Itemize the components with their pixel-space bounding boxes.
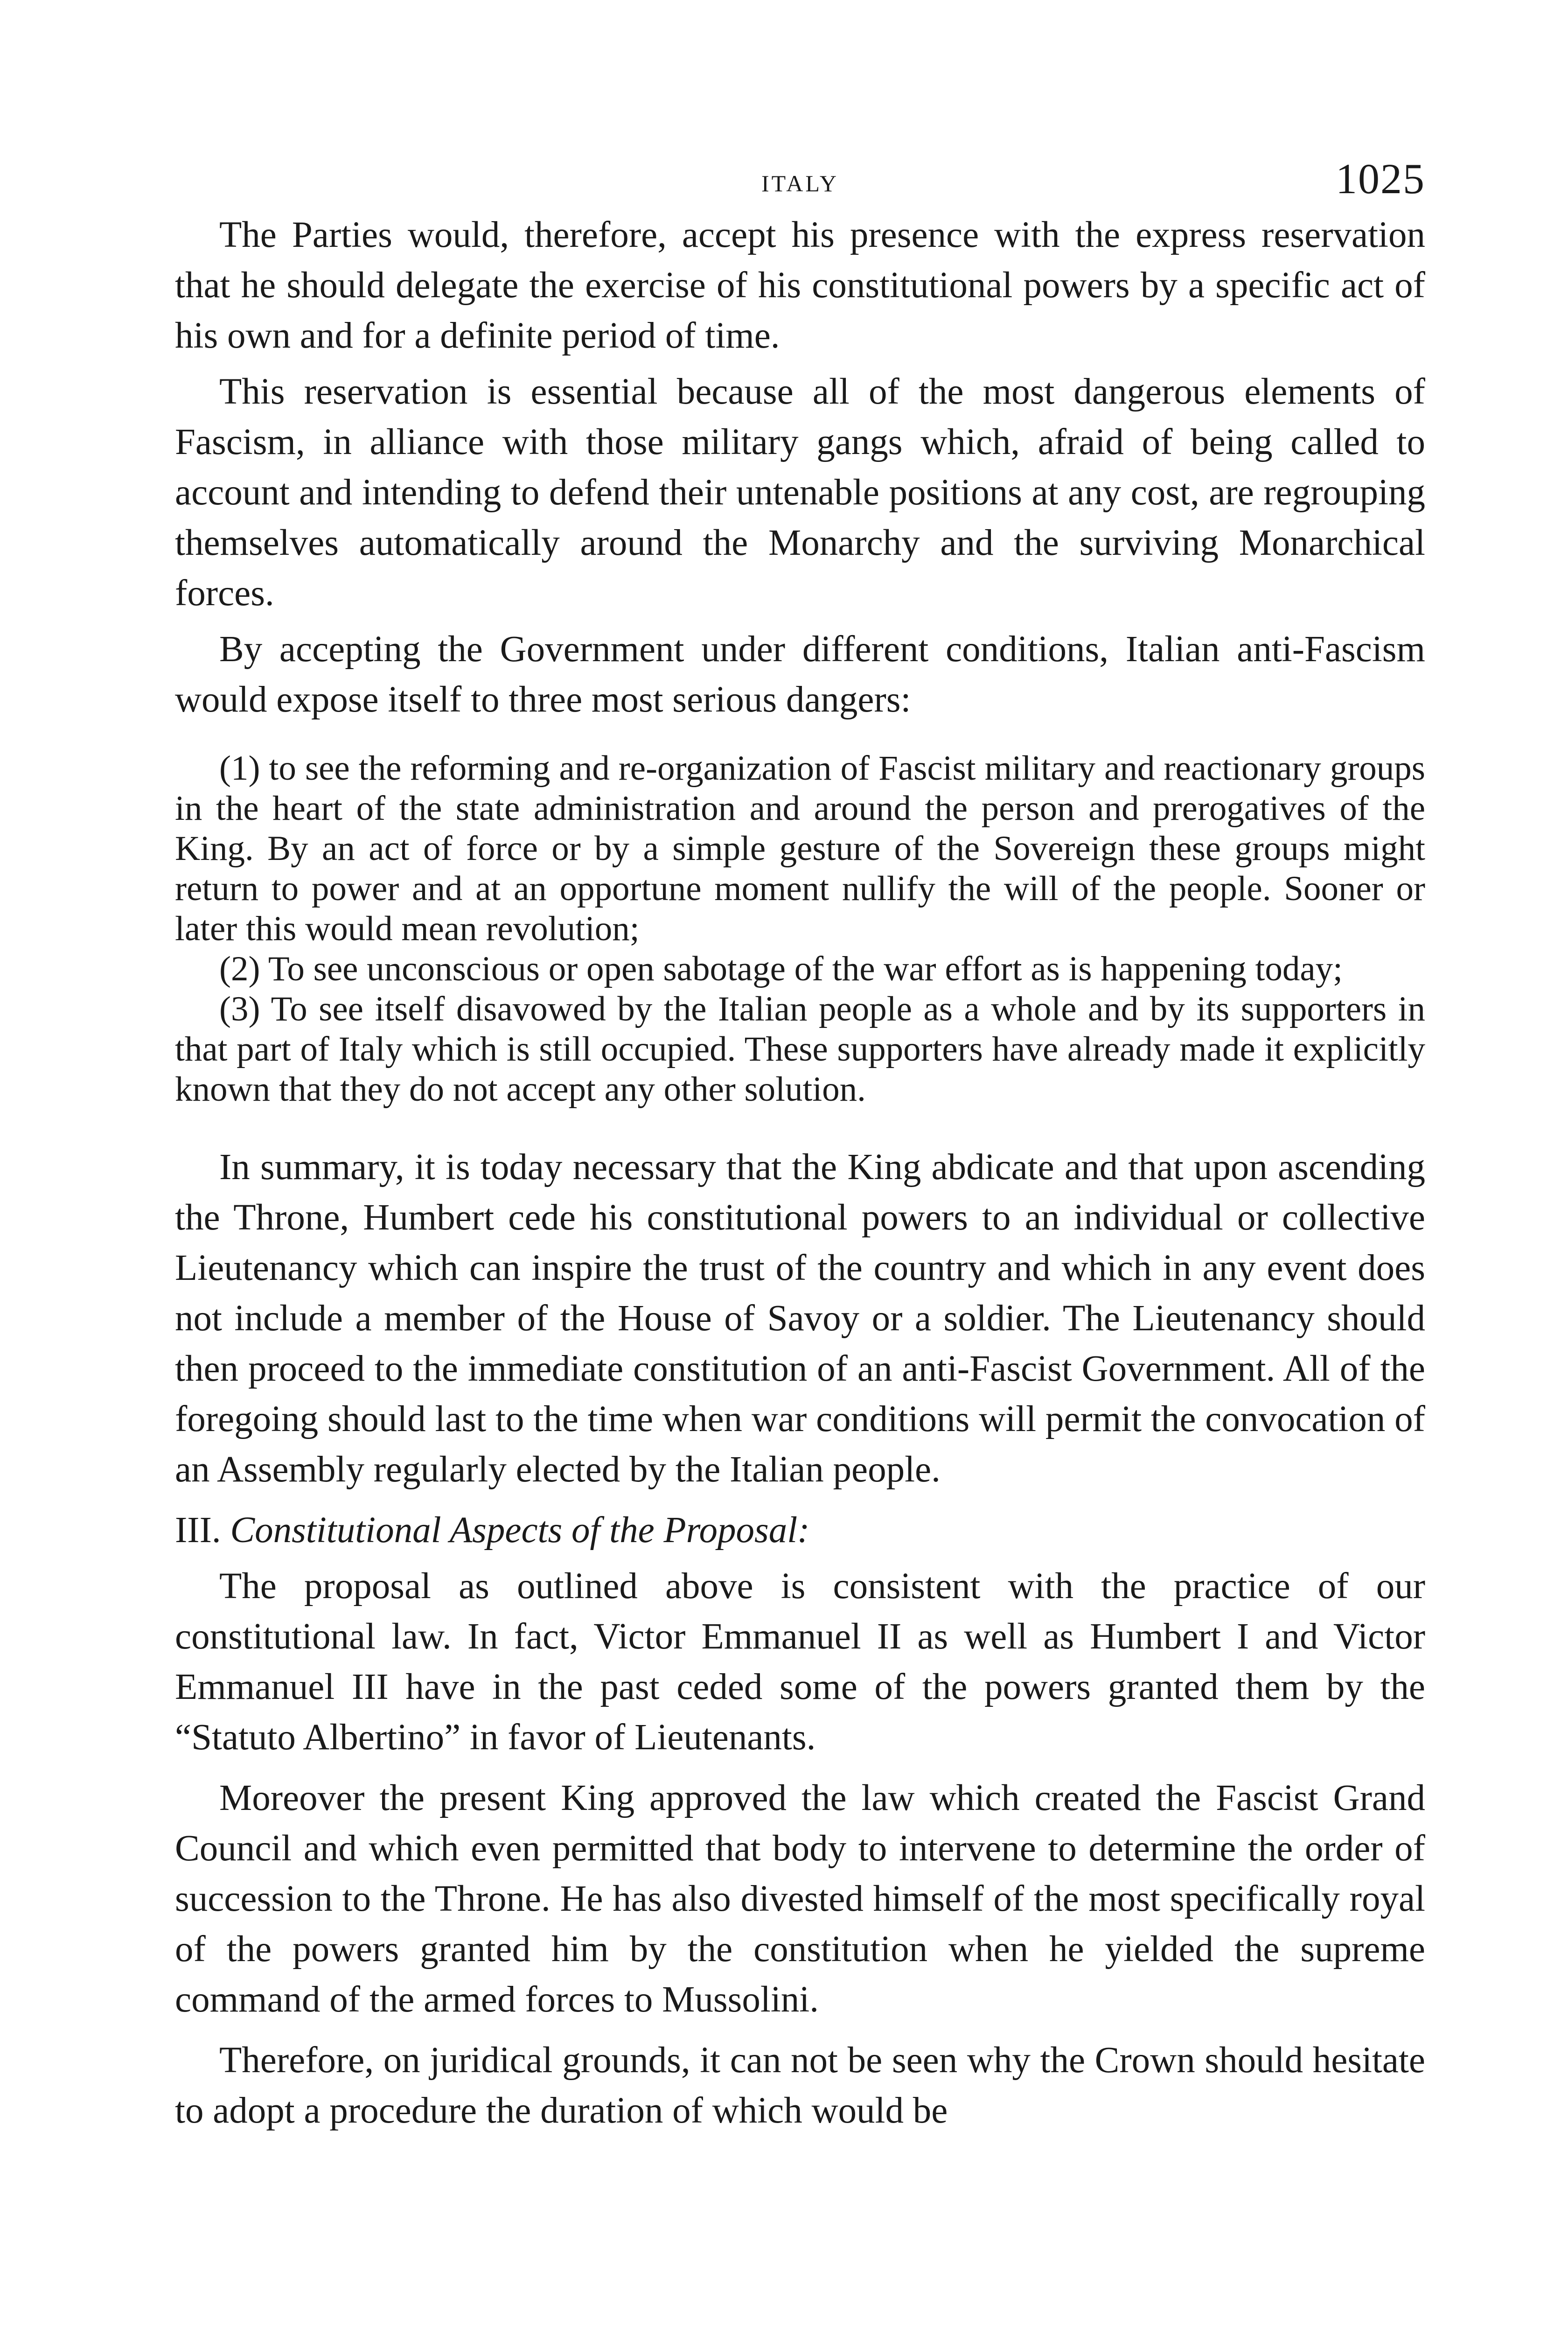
paragraph-present-king: Moreover the present King approved the law which created the Fascist Grand Council and which even permitted that body to intervene to determine the order of succession to the Throne. He has also divested himself of the most specifically royal of the powers granted him by the constitution when he yielded the supreme command of the armed forces to Mussolini. xyxy=(175,1778,1425,2020)
paragraph-parties-reservation: The Parties would, therefore, accept his presence with the express reservation that he should delegate the exercise of his constitutional powers by a specific act of his own and for a definite period of time. xyxy=(175,215,1425,356)
danger-item-1: (1) to see the reforming and re-organization of Fascist military and reactionary groups in the heart of the state administration and around the person and prerogatives of the King. By an act of force or by a simple gesture of the Sovereign these groups might return to power and at an opportune moment nullify the will of the people. Sooner or later this would mean revolution; xyxy=(175,749,1425,948)
dangers-list xyxy=(175,748,1425,1110)
paragraph-proposal-consistent: The proposal as outlined above is consistent with the practice of our constitutional law. In fact, Victor Emmanuel II as well as Humbert I and Victor Emmanuel III have in the past ceded some of the powers granted them by the “Statuto Albertino” in favor of Lieutenants. xyxy=(175,1566,1425,1758)
danger-item-3: (3) To see itself disavowed by the Italian people as a whole and by its supporters in that part of Italy which is still occupied. These supporters have already made it explicitly known that they do not accept any other solution. xyxy=(175,990,1425,1109)
section-heading xyxy=(175,1505,1425,1556)
paragraph-reservation-essential: This reservation is essential because all of the most dangerous elements of Fascism, in alliance with those military gangs which, afraid of being called to account and intending to defend their untenable positions at any cost, are regrouping themselves automatically around the Monarchy and the surviving Monarchical forces. xyxy=(175,371,1425,614)
page-number: 1025 xyxy=(1336,155,1425,203)
running-head xyxy=(175,154,1425,210)
danger-item-2: (2) To see unconscious or open sabotage of the war effort as is happening today; xyxy=(219,950,1343,988)
section-title: Constitutional Aspects of the Proposal: xyxy=(230,1510,810,1551)
running-title: ITALY xyxy=(761,170,839,196)
section-number: III. xyxy=(175,1510,221,1551)
paragraph-juridical-grounds: Therefore, on juridical grounds, it can not be seen why the Crown should hesitate to adopt a procedure the duration of which would be xyxy=(175,2040,1425,2131)
document-page xyxy=(175,154,1425,2136)
paragraph-three-dangers-intro: By accepting the Government under different conditions, Italian anti-Fascism would expose itself to three most serious dangers: xyxy=(175,629,1425,720)
paragraph-summary: In summary, it is today necessary that the King abdicate and that upon ascending the Throne, Humbert cede his constitutional powers to an individual or collective Lieutenancy which can inspire the trust of the country and which in any event does not include a member of the House of Savoy or a soldier. The Lieutenancy should then proceed to the immediate constitution of an anti-Fascist Government. All of the foregoing should last to the time when war conditions will permit the convocation of an Assembly regularly elected by the Italian people. xyxy=(175,1147,1425,1490)
